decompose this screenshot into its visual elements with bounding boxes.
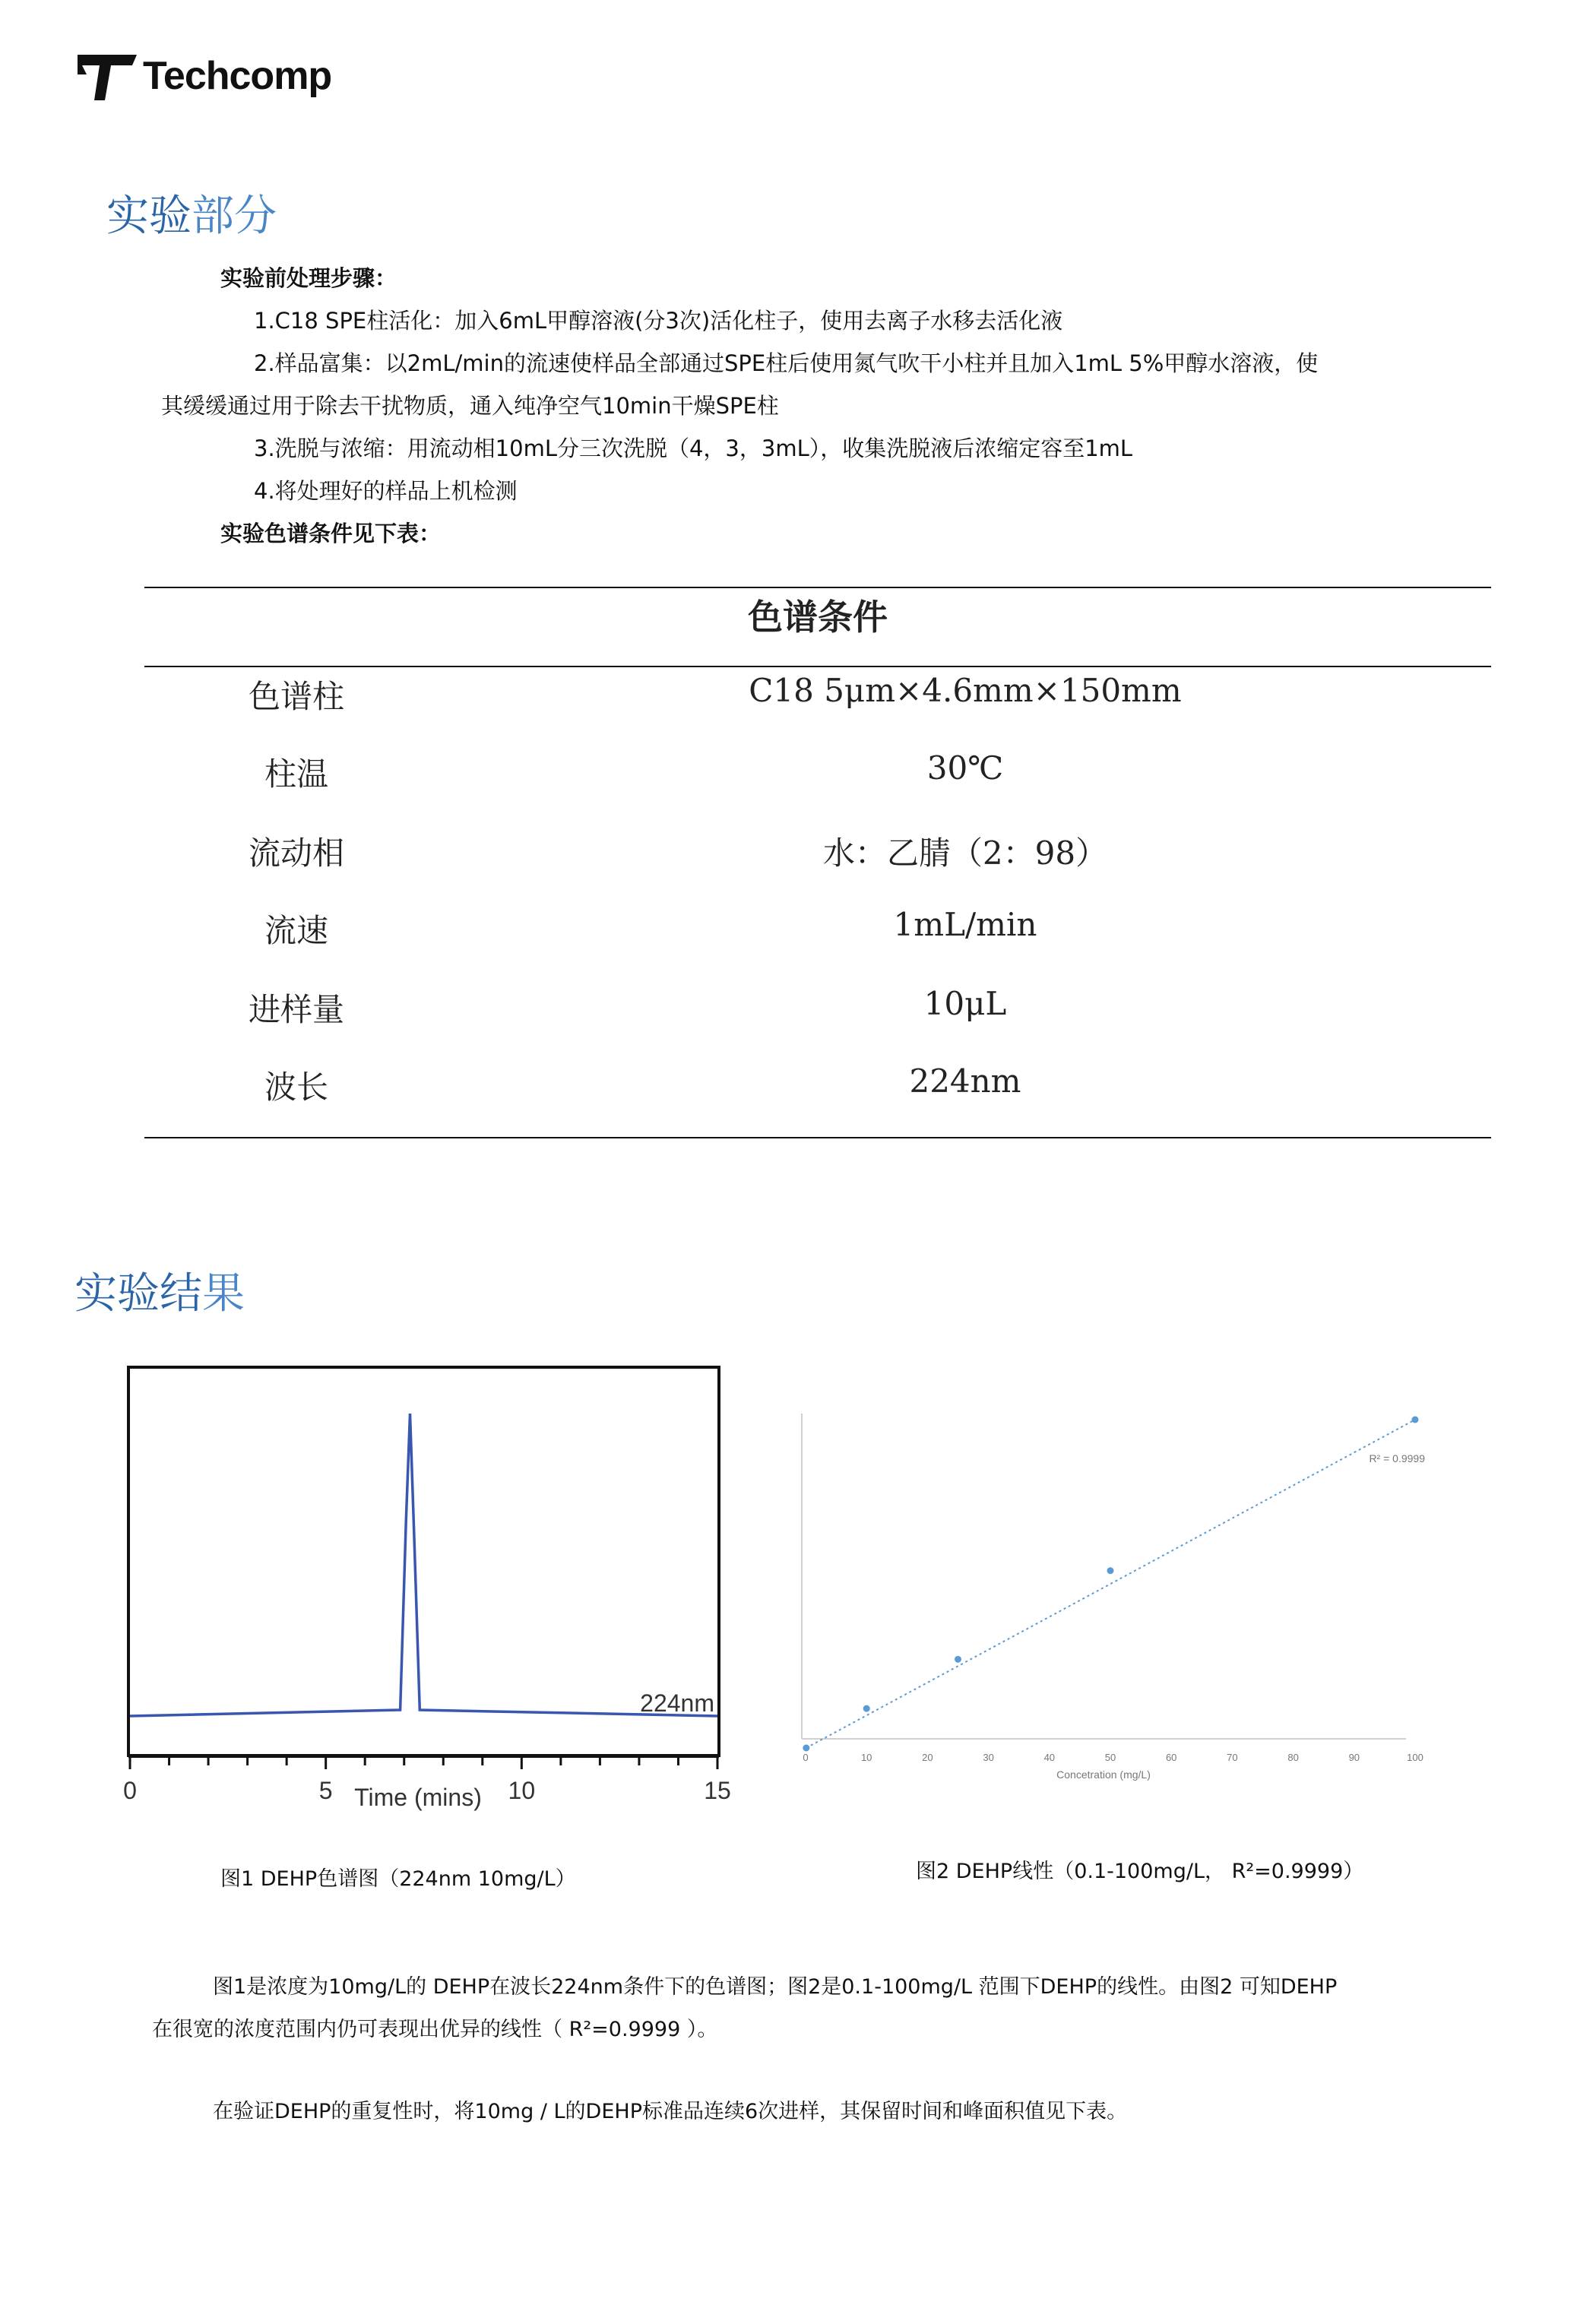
table-value-wavelength: 224nm	[909, 1062, 1021, 1100]
chromatogram-trace	[130, 1414, 717, 1716]
conditions-heading: 实验色谱条件见下表：	[220, 521, 442, 546]
table-value-temp: 30℃	[926, 749, 1004, 787]
table-label-mobile-phase: 流动相	[248, 834, 344, 872]
step-3: 3.洗脱与浓缩：用流动相10mL分三次洗脱（4，3，3mL），收集洗脱液后浓缩定容至1mL	[254, 435, 1133, 461]
table-rule-header	[144, 666, 1491, 667]
table-label-temp: 柱温	[264, 755, 328, 793]
linearity-x-tick-label: 10	[860, 1752, 872, 1763]
section-heading-methods-a: 实验	[106, 192, 192, 241]
linearity-data-point	[803, 1745, 809, 1752]
step-4: 4.将处理好的样品上机检测	[254, 478, 518, 504]
chromatogram-x-tick-label: 15	[704, 1777, 731, 1804]
step-2-cont: 其缓缓通过用于除去干扰物质，通入纯净空气10min干燥SPE柱	[161, 393, 779, 419]
table-rule-bottom	[144, 1137, 1491, 1138]
table-value-column: C18 5μm×4.6mm×150mm	[749, 672, 1182, 709]
linearity-data-point	[1107, 1567, 1114, 1574]
linearity-x-tick-label: 60	[1165, 1752, 1177, 1763]
linearity-chart	[783, 1391, 1452, 1801]
chromatogram-wavelength-label: 224nm	[640, 1689, 714, 1717]
techcomp-logo-icon	[74, 52, 138, 103]
table-value-injection: 10μL	[923, 985, 1007, 1022]
linearity-data-point	[955, 1656, 961, 1663]
figure-1-caption: 图1 DEHP色谱图（224nm 10mg/L）	[220, 1867, 576, 1891]
section-heading-results-b: 果	[202, 1269, 245, 1319]
chromatogram-x-tick-label: 5	[318, 1777, 333, 1804]
chromatogram-x-tick-label: 10	[508, 1777, 536, 1804]
linearity-x-tick-label: 40	[1043, 1752, 1056, 1763]
table-value-mobile-phase: 水：乙腈（2：98）	[822, 834, 1108, 872]
linearity-data-point	[863, 1705, 870, 1712]
table-label-wavelength: 波长	[264, 1069, 328, 1106]
linearity-x-tick-label: 0	[803, 1752, 809, 1763]
chromatogram-x-label: Time (mins)	[354, 1784, 482, 1811]
chromatogram-chart	[114, 1360, 737, 1832]
chromatogram-x-tick-label: 0	[123, 1777, 137, 1804]
results-paragraph-line-2: 在很宽的浓度范围内仍可表现出优异的线性（ R²=0.9999 ）。	[152, 2018, 718, 2041]
figure-2-caption: 图2 DEHP线性（0.1-100mg/L， R²=0.9999）	[916, 1860, 1364, 1883]
table-label-column: 色谱柱	[248, 678, 344, 715]
table-label-injection: 进样量	[248, 991, 344, 1028]
repeatability-paragraph: 在验证DEHP的重复性时，将10mg / L的DEHP标准品连续6次进样，其保留时间和峰面积值见下表。	[213, 2100, 1128, 2123]
step-1: 1.C18 SPE柱活化：加入6mL甲醇溶液(分3次)活化柱子，使用去离子水移去活化液	[254, 308, 1063, 334]
chromatogram-frame	[128, 1367, 719, 1756]
linearity-r2-label: R² = 0.9999	[1369, 1452, 1425, 1464]
linearity-x-tick-label: 70	[1227, 1752, 1238, 1763]
table-label-flow: 流速	[264, 912, 328, 949]
results-paragraph-line-1: 图1是浓度为10mg/L的 DEHP在波长224nm条件下的色谱图；图2是0.1-100mg/L 范围下DEHP的线性。由图2 可知DEHP	[213, 1975, 1338, 1999]
brand-name: Techcomp	[143, 54, 332, 98]
section-heading-results	[74, 1260, 245, 1321]
linearity-x-tick-label: 90	[1348, 1752, 1360, 1763]
linearity-x-tick-label: 50	[1104, 1752, 1116, 1763]
linearity-trendline	[806, 1420, 1415, 1748]
linearity-x-tick-label: 20	[922, 1752, 933, 1763]
linearity-data-point	[1412, 1417, 1419, 1423]
prep-heading: 实验前处理步骤：	[220, 265, 397, 291]
table-rule-top	[144, 587, 1491, 588]
linearity-x-label: Concetration (mg/L)	[1056, 1768, 1151, 1781]
section-heading-methods-b: 部分	[192, 192, 277, 241]
section-heading-methods	[106, 182, 277, 243]
linearity-x-tick-label: 100	[1407, 1752, 1423, 1763]
linearity-x-tick-label: 80	[1287, 1752, 1299, 1763]
linearity-x-tick-label: 30	[983, 1752, 994, 1763]
section-heading-results-a: 实验结	[74, 1269, 202, 1319]
step-2: 2.样品富集：以2mL/min的流速使样品全部通过SPE柱后使用氮气吹干小柱并且加入1mL 5%甲醇水溶液，使	[254, 350, 1319, 376]
table-title: 色谱条件	[748, 597, 888, 638]
table-value-flow: 1mL/min	[893, 906, 1037, 943]
